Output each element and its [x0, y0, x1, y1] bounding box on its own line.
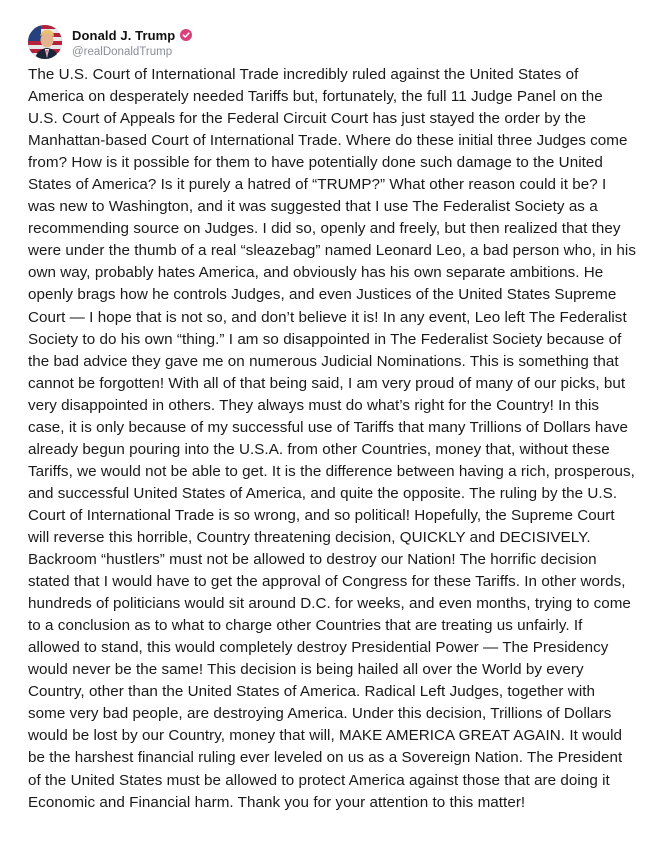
- avatar-image: [28, 25, 62, 59]
- post-header: [28, 22, 192, 62]
- author-handle[interactable]: @realDonaldTrump: [72, 46, 173, 58]
- post-text: The U.S. Court of International Trade incredibly ruled against the United States of America on desperately needed Tariffs but, fortunately, the full 11 Judge Panel on the U.S. Court of Appeals for the Federal Circuit Court has just stayed the order by the Manhattan-based Court of International Trade. Where do these initial three Judges come from? How is it possible for them to have potentially done such damage to the United States of America? Is it purely a hatred of “TRUMP?” What other reason could it be? I was new to Washington, and it was suggested that I use The Federalist Society as a recommending source on Judges. I did so, openly and freely, but then realized that they were under the thumb of a real “sleazebag” named Leonard Leo, a bad person who, in his own way, probably hates America, and obviously has his own separate ambitions. He openly brags how he controls Judges, and even Justices of the United States Supreme Court — I hope that is not so, and don’t believe it is! In any event, Leo left The Federalist Society to do his own “thing.” I am so disappointed in The Federalist Society because of the bad advice they gave me on numerous Judicial Nominations. This is something that cannot be forgotten! With all of that being said, I am very proud of many of our picks, but very disappointed in others. They always must do what’s right for the Country! In this case, it is only because of my successful use of Tariffs that many Trillions of Dollars have already begun pouring into the U.S.A. from other Countries, money that, without these Tariffs, we would not be able to get. It is the difference between having a rich, prosperous, and successful United States of America, and quite the opposite. The ruling by the U.S. Court of International Trade is so wrong, and so political! Hopefully, the Supreme Court will reverse this horrible, Country threatening decision, QUICKLY and DECISIVELY. Backroom “hustlers” must not be allowed to destroy our Nation! The horrific decision stated that I would have to get the approval of Congress for these Tariffs. In other words, hundreds of politicians would sit around D.C. for weeks, and even months, trying to come to a conclusion as to what to charge other Countries that are treating us unfairly. If allowed to stand, this would completely destroy Presidential Power — The Presidency would never be the same! This decision is being hailed all over the World by every Country, other than the United States of America. Radical Left Judges, together with some very bad people, are destroying America. Under this decision, Trillions of Dollars would be lost by our Country, money that will, MAKE AMERICA GREAT AGAIN. It would be the harshest financial ruling ever leveled on us as a Sovereign Nation. The President of the United States must be allowed to protect America against those that are doing it Economic and Financial harm. Thank you for your attention to this matter!: [28, 66, 636, 811]
- verified-badge-icon: [180, 29, 192, 41]
- name-row: [72, 26, 192, 44]
- avatar[interactable]: [28, 25, 62, 59]
- author-info: [72, 26, 192, 58]
- author-display-name[interactable]: Donald J. Trump: [72, 27, 176, 43]
